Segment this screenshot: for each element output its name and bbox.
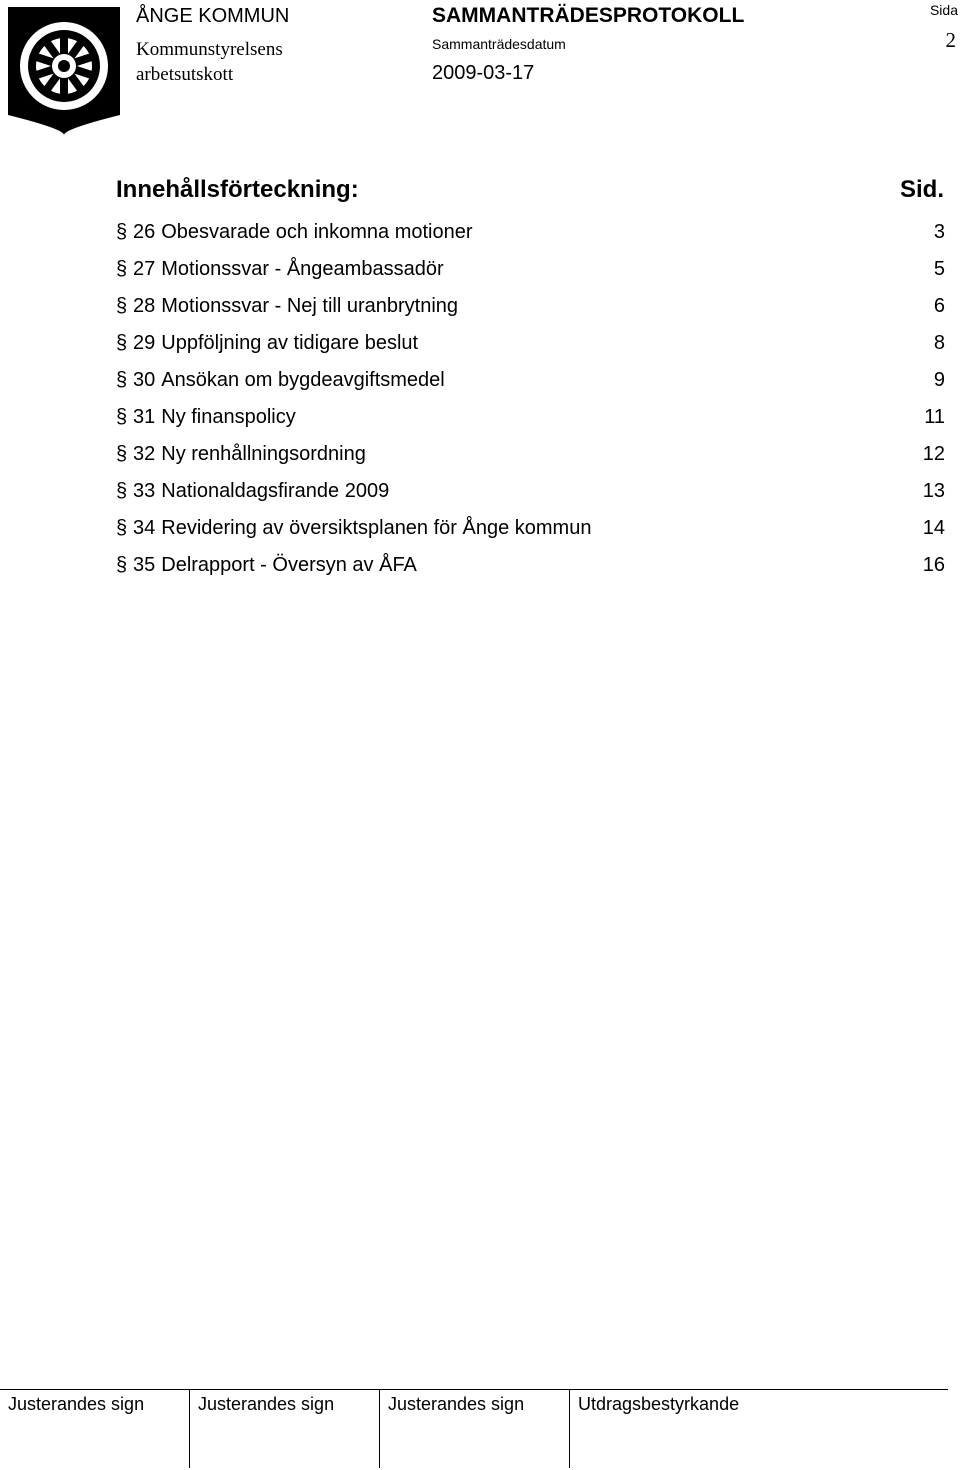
toc-item-page: 13 [922, 480, 945, 502]
toc-item-page: 11 [924, 406, 945, 428]
paragraph-symbol: § [116, 406, 128, 428]
paragraph-symbol: § [116, 554, 128, 576]
toc-item [116, 251, 945, 288]
toc-page-column-label: Sid. [899, 176, 944, 203]
signature-label: Justerandes sign [388, 1394, 525, 1414]
toc-item [116, 473, 945, 510]
signature-box [380, 1390, 570, 1468]
toc-item [116, 288, 945, 325]
paragraph-symbol: § [116, 221, 128, 243]
toc-item-number: 30 [133, 369, 156, 391]
toc-item-number: 29 [133, 332, 156, 354]
certification-label: Utdragsbestyrkande [578, 1394, 740, 1414]
signature-label: Justerandes sign [8, 1394, 145, 1414]
toc-list [116, 214, 945, 584]
page-label: Sida [929, 2, 958, 18]
toc-item-page: 12 [922, 443, 945, 465]
signature-box [0, 1390, 190, 1468]
paragraph-symbol: § [116, 480, 128, 502]
paragraph-symbol: § [116, 295, 128, 317]
toc-item-title: Nationaldagsfirande 2009 [161, 480, 390, 502]
toc-item-title: Motionssvar - Ångeambassadör [161, 258, 444, 280]
toc-item-title: Ansökan om bygdeavgiftsmedel [161, 369, 445, 391]
toc-item-title: Ny renhållningsordning [161, 443, 366, 465]
committee-name-line1: Kommunstyrelsens [136, 39, 283, 60]
toc-item [116, 399, 945, 436]
toc-item-page: 3 [933, 221, 945, 243]
toc-item-title: Uppföljning av tidigare beslut [161, 332, 419, 354]
signature-footer [0, 1389, 948, 1470]
meeting-date-value: 2009-03-17 [432, 62, 535, 84]
toc-item-title: Delrapport - Översyn av ÅFA [161, 554, 417, 576]
paragraph-symbol: § [116, 258, 128, 280]
certification-box [570, 1390, 948, 1468]
paragraph-symbol: § [116, 332, 128, 354]
toc-item-title: Revidering av översiktsplanen för Ånge kommun [161, 517, 592, 539]
toc-item-number: 27 [133, 258, 156, 280]
municipality-logo [6, 3, 122, 137]
toc-item [116, 436, 945, 473]
toc-item [116, 214, 945, 251]
document-title: SAMMANTRÄDESPROTOKOLL [432, 4, 745, 27]
toc-item-number: 35 [133, 554, 156, 576]
toc-item-page: 16 [922, 554, 945, 576]
toc-item [116, 510, 945, 547]
toc-item-number: 31 [133, 406, 156, 428]
toc-item-page: 5 [933, 258, 945, 280]
toc-item-page: 14 [922, 517, 945, 539]
toc-item-page: 8 [933, 332, 945, 354]
toc-item [116, 362, 945, 399]
toc-item-number: 33 [133, 480, 156, 502]
meeting-date-label: Sammanträdesdatum [432, 36, 566, 52]
paragraph-symbol: § [116, 517, 128, 539]
paragraph-symbol: § [116, 443, 128, 465]
toc-heading: Innehållsförteckning: [116, 176, 359, 203]
toc-item-page: 9 [933, 369, 945, 391]
paragraph-symbol: § [116, 369, 128, 391]
toc-item-number: 26 [133, 221, 156, 243]
toc-item-number: 28 [133, 295, 156, 317]
toc-item-title: Motionssvar - Nej till uranbrytning [161, 295, 459, 317]
toc-item [116, 547, 945, 584]
page-number: 2 [945, 28, 956, 52]
signature-label: Justerandes sign [198, 1394, 335, 1414]
toc-item-title: Ny finanspolicy [161, 406, 296, 428]
signature-box [190, 1390, 380, 1468]
toc-item-title: Obesvarade och inkomna motioner [161, 221, 473, 243]
toc-item [116, 325, 945, 362]
toc-item-number: 32 [133, 443, 156, 465]
organization-name: ÅNGE KOMMUN [136, 5, 290, 27]
toc-item-number: 34 [133, 517, 156, 539]
toc-item-page: 6 [933, 295, 945, 317]
committee-name-line2: arbetsutskott [136, 64, 234, 85]
